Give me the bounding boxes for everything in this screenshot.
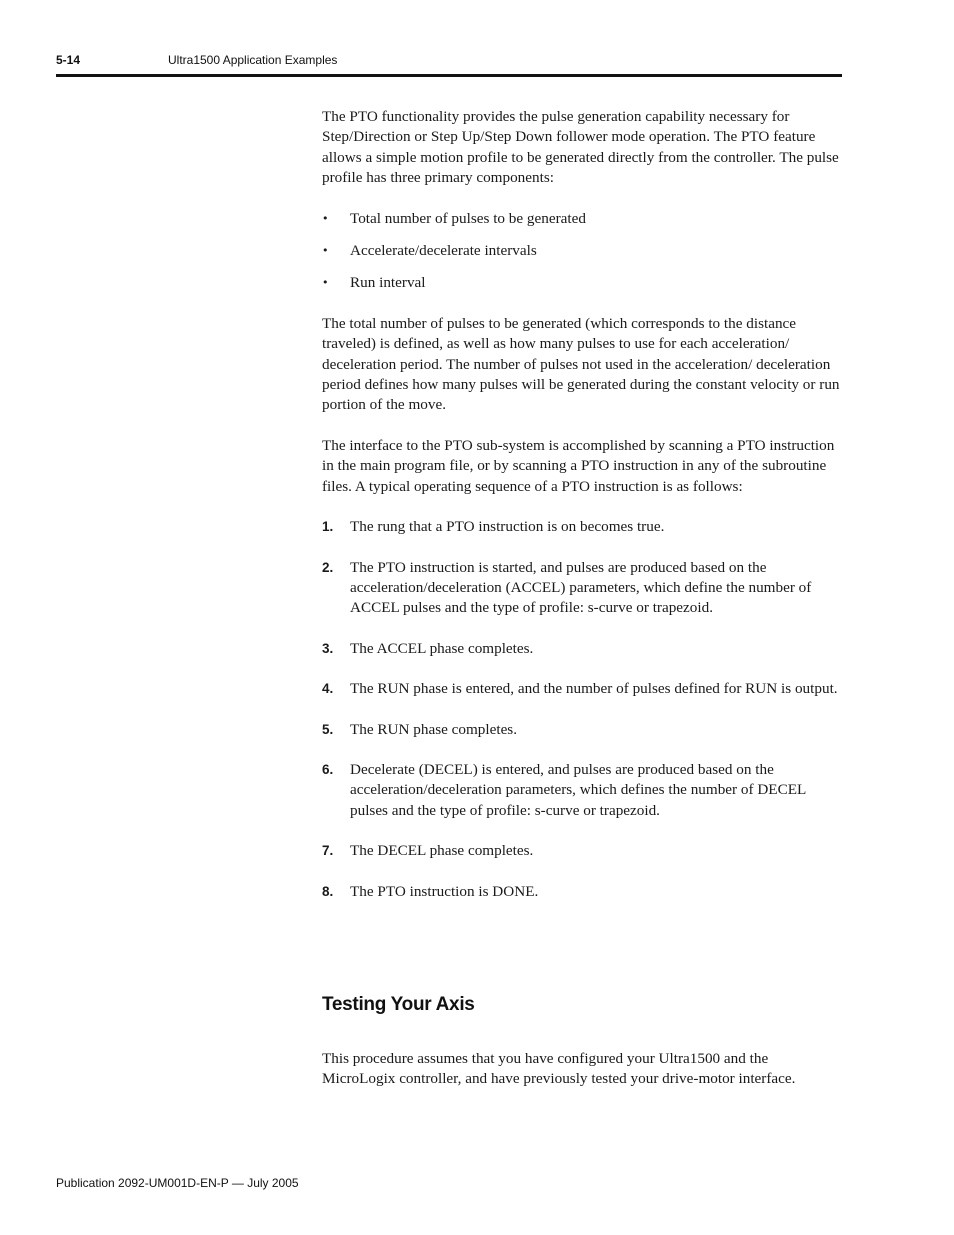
step-text: The PTO instruction is started, and pulses are produced based on the acceleration/deceleration (ACCEL) parameters, which define the number of ACCEL pulses and the type of profile: s-curve or trapezoid. xyxy=(350,558,812,617)
step-item xyxy=(322,558,842,619)
step-item xyxy=(322,760,842,821)
pulses-paragraph: The total number of pulses to be generated (which corresponds to the distance traveled) is defined, as well as how many pulses to use for each acceleration/ deceleration period. The number of pulses not used in the acceleration/ deceleration period defines how many pulses will be generated during the constant velocity or run portion of the move. xyxy=(322,314,840,414)
step-text: The PTO instruction is DONE. xyxy=(350,882,539,900)
closing-paragraph: This procedure assumes that you have configured your Ultra1500 and the MicroLogix controller, and have previously tested your drive-motor interface. xyxy=(322,1050,796,1088)
component-list xyxy=(322,209,842,294)
step-item xyxy=(322,841,842,861)
running-title: Ultra1500 Application Examples xyxy=(168,53,338,67)
interface-paragraph: The interface to the PTO sub-system is accomplished by scanning a PTO instruction in the main program file, or by scanning a PTO instruction in any of the subroutine files. A typical operating sequence of a PTO instruction is as follows: xyxy=(322,436,835,495)
list-item xyxy=(322,209,842,229)
step-item xyxy=(322,679,842,699)
bullet-icon: • xyxy=(322,211,329,225)
step-text: Decelerate (DECEL) is entered, and pulses are produced based on the acceleration/deceleration parameters, which defines the number of DECEL pulses and the type of profile: s-curve or trapezoid. xyxy=(350,760,806,819)
bullet-icon: • xyxy=(322,244,329,258)
bullet-icon: • xyxy=(322,276,329,290)
step-number: 8. xyxy=(322,883,334,899)
step-number: 5. xyxy=(322,721,334,737)
operating-sequence-list xyxy=(322,517,842,902)
step-number: 6. xyxy=(322,761,334,777)
step-number: 1. xyxy=(322,519,334,535)
list-item-text: Run interval xyxy=(350,274,426,292)
page-number: 5-14 xyxy=(56,53,81,67)
step-text: The rung that a PTO instruction is on becomes true. xyxy=(350,518,665,536)
list-item-text: Accelerate/decelerate intervals xyxy=(350,242,537,260)
step-number: 2. xyxy=(322,559,334,575)
step-item xyxy=(322,639,842,659)
list-item xyxy=(322,273,842,293)
step-number: 7. xyxy=(322,843,334,859)
body-content xyxy=(322,107,842,922)
step-text: The RUN phase is entered, and the number of pulses defined for RUN is output. xyxy=(350,680,838,698)
section-heading: Testing Your Axis xyxy=(322,994,475,1015)
header-rule xyxy=(56,74,842,77)
page-footer: Publication 2092-UM001D-EN-P — July 2005 xyxy=(56,1176,299,1190)
step-text: The ACCEL phase completes. xyxy=(350,639,534,657)
page-header xyxy=(56,52,842,76)
intro-paragraph: The PTO functionality provides the pulse generation capability necessary for Step/Direction or Step Up/Step Down follower mode operation. The PTO feature allows a simple motion profile to be generated directly from the controller. The pulse profile has three primary components: xyxy=(322,108,839,187)
step-item xyxy=(322,882,842,902)
step-item xyxy=(322,720,842,740)
step-item xyxy=(322,517,842,537)
step-number: 3. xyxy=(322,640,334,656)
step-text: The RUN phase completes. xyxy=(350,720,518,738)
step-number: 4. xyxy=(322,681,334,697)
step-text: The DECEL phase completes. xyxy=(350,842,534,860)
list-item-text: Total number of pulses to be generated xyxy=(350,209,586,227)
list-item xyxy=(322,241,842,261)
